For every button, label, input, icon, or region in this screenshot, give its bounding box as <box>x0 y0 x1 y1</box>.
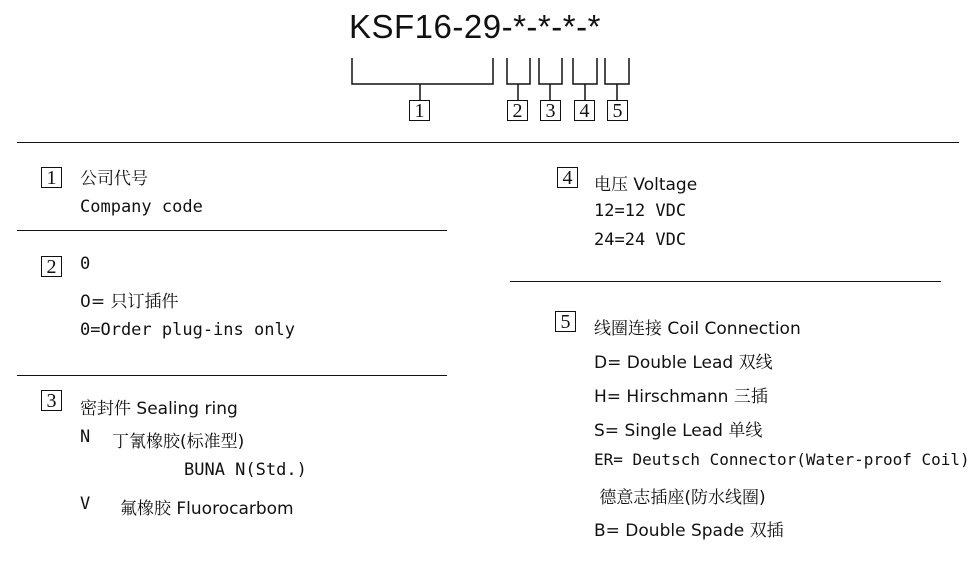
section-1-number-box: 1 <box>41 167 62 188</box>
bracket-1 <box>352 58 493 84</box>
section-3-n-code: N <box>80 427 91 447</box>
section-3-n-sub: BUNA N(Std.) <box>184 460 307 480</box>
section-2-title: 0 <box>80 254 91 274</box>
coil-option-double-spade: B= Double Spade 双插 <box>594 521 784 541</box>
main-divider <box>17 142 959 143</box>
section-4-line-2: 24=24 VDC <box>594 230 687 250</box>
bracket-2 <box>507 58 530 84</box>
section-4-title: 电压 Voltage <box>594 175 698 195</box>
section-2-divider <box>17 375 447 376</box>
callout-box-2: 2 <box>507 100 528 121</box>
coil-option-hirschmann: H= Hirschmann 三插 <box>594 387 768 407</box>
bracket-5 <box>605 58 629 84</box>
section-1-title-cn: 公司代号 <box>80 169 148 189</box>
coil-option-deutsch-connector: ER= Deutsch Connector(Water-proof Coil) <box>594 450 970 469</box>
bracket-4 <box>573 58 597 84</box>
section-4-number-box: 4 <box>557 167 578 188</box>
callout-box-1: 1 <box>409 100 430 121</box>
section-5-title: 线圈连接 Coil Connection <box>594 319 801 339</box>
section-1-divider <box>17 230 447 231</box>
model-code: KSF16-29-*-*-*-* <box>349 8 601 45</box>
coil-option-single-lead: S= Single Lead 单线 <box>594 421 763 441</box>
section-2-line-2: 0=Order plug-ins only <box>80 320 295 340</box>
callout-box-3: 3 <box>540 100 561 121</box>
coil-option-deutsch-connector-cn: 德意志插座(防水线圈) <box>594 488 766 508</box>
section-3-v-desc: 氟橡胶 Fluorocarbom <box>120 499 294 519</box>
section-4-divider <box>510 281 941 282</box>
section-3-number-box: 3 <box>41 390 62 411</box>
section-3-v-code: V <box>80 494 91 514</box>
callout-box-5: 5 <box>607 100 628 121</box>
section-1-title-en: Company code <box>80 197 203 217</box>
section-3-title: 密封件 Sealing ring <box>80 399 238 419</box>
section-2-line-1: 0= 只订插件 <box>80 292 179 312</box>
bracket-3 <box>539 58 562 84</box>
coil-option-double-lead: D= Double Lead 双线 <box>594 353 773 373</box>
section-2-number-box: 2 <box>41 256 62 277</box>
section-4-line-1: 12=12 VDC <box>594 201 687 221</box>
section-5-number-box: 5 <box>555 311 576 332</box>
callout-box-4: 4 <box>574 100 595 121</box>
model-code-bracket-diagram <box>0 0 978 130</box>
section-3-n-desc: 丁氰橡胶(标准型) <box>112 432 245 452</box>
